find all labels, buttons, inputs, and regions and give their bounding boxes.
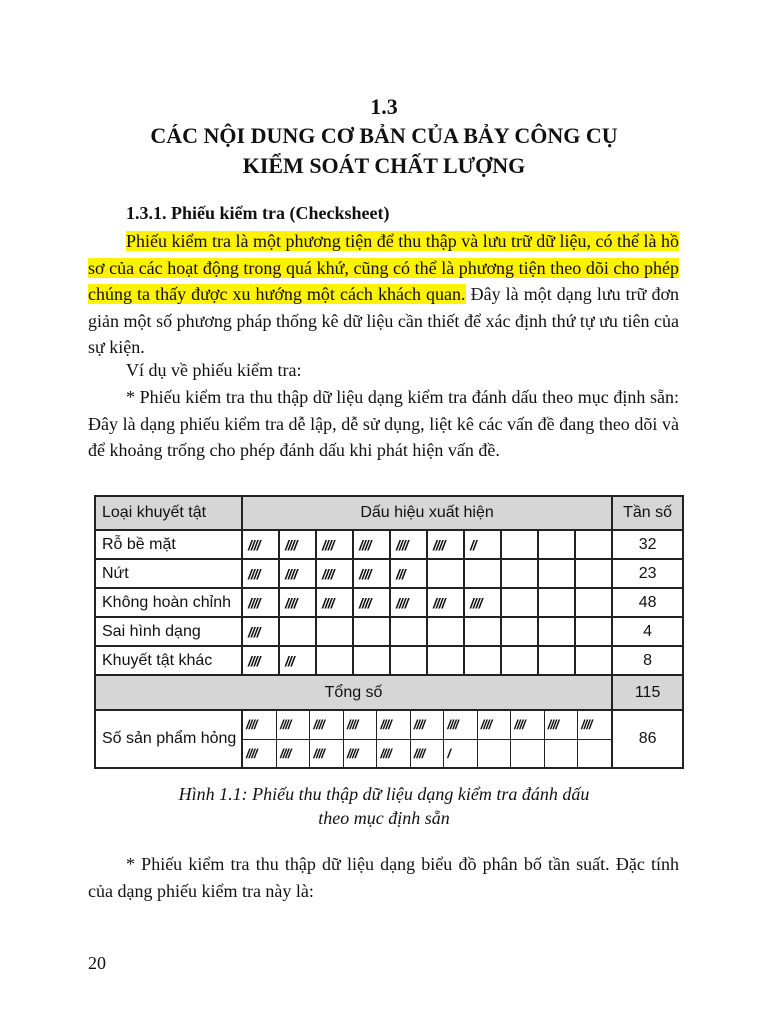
tally-cell: ////: [353, 588, 390, 617]
tally-cell: [511, 739, 544, 767]
tally-grid-row: [243, 739, 611, 767]
tally-cell: [538, 617, 575, 646]
tally-cell: [501, 646, 538, 675]
defective-row: [95, 710, 683, 768]
caption-line-2: theo mục định sẵn: [318, 808, 450, 828]
tally-cell: [575, 588, 612, 617]
defect-label: Không hoàn chỉnh: [95, 588, 242, 617]
table-row: [95, 588, 683, 617]
tally-cell: ////: [353, 530, 390, 559]
tally-cell: ////: [464, 588, 501, 617]
tally-cell: ////: [276, 711, 309, 739]
table-row: [95, 617, 683, 646]
tally-cell: ////: [377, 739, 410, 767]
tally-cell: ////: [427, 588, 464, 617]
tally-cell: [427, 559, 464, 588]
tally-cell: [427, 617, 464, 646]
tally-cell: ////: [242, 646, 279, 675]
tally-cell: [501, 617, 538, 646]
tally-cell: [427, 646, 464, 675]
tally-cell: [477, 739, 510, 767]
tally-cell: [501, 588, 538, 617]
defect-label: Sai hình dạng: [95, 617, 242, 646]
tally-cell: ////: [310, 739, 343, 767]
paragraph-definition: [88, 228, 679, 361]
tally-cell: ////: [316, 559, 353, 588]
tally-cell: ////: [243, 711, 276, 739]
table-header-row: [95, 496, 683, 530]
tally-cell: [538, 646, 575, 675]
tally-cell: [544, 739, 577, 767]
frequency-value: 4: [612, 617, 683, 646]
tally-cell: ////: [279, 588, 316, 617]
tally-cell: ////: [310, 711, 343, 739]
subsection-heading: 1.3.1. Phiếu kiểm tra (Checksheet): [126, 203, 390, 223]
tally-cell: ///: [279, 646, 316, 675]
tally-cell: ////: [243, 739, 276, 767]
tally-cell: [316, 617, 353, 646]
tally-cell: [578, 739, 612, 767]
section-number: 1.3: [370, 94, 398, 119]
tally-cell: ////: [343, 711, 376, 739]
tally-cell: ////: [511, 711, 544, 739]
header-defect-type: Loại khuyết tật: [95, 496, 242, 530]
defect-label: Khuyết tật khác: [95, 646, 242, 675]
checksheet-table: [94, 495, 684, 769]
tally-cell: [538, 559, 575, 588]
tally-cell: [501, 559, 538, 588]
table-row: [95, 530, 683, 559]
figure-caption: [0, 782, 768, 830]
tally-cell: ////: [316, 588, 353, 617]
tally-cell: ////: [353, 559, 390, 588]
tally-cell: ////: [242, 559, 279, 588]
tally-cell: [575, 530, 612, 559]
tally-cell: [390, 646, 427, 675]
tally-cell: ////: [279, 530, 316, 559]
tally-cell: [464, 559, 501, 588]
frequency-value: 8: [612, 646, 683, 675]
page-number: 20: [88, 953, 106, 973]
tally-cell: ////: [377, 711, 410, 739]
tally-cell: ////: [242, 617, 279, 646]
frequency-value: 32: [612, 530, 683, 559]
frequency-value: 48: [612, 588, 683, 617]
caption-line-1: Hình 1.1: Phiếu thu thập dữ liệu dạng kiểm tra đánh dấu: [178, 784, 590, 804]
tally-cell: [464, 617, 501, 646]
paragraph-example-intro: Ví dụ về phiếu kiểm tra:: [126, 360, 302, 380]
tally-grid-row: [243, 711, 611, 739]
tally-cell: ////: [477, 711, 510, 739]
tally-cell: ////: [390, 530, 427, 559]
total-label: Tổng số: [95, 675, 612, 710]
tally-cell: ////: [444, 711, 477, 739]
paragraph-text: Đây là một dạng lưu trữ đơn giản một số phương pháp thống kê dữ liệu cần thiết để xác định thứ tự ưu tiên của sự kiện.: [88, 284, 680, 357]
tally-cell: ////: [544, 711, 577, 739]
tally-cell: [538, 530, 575, 559]
table-row: [95, 646, 683, 675]
tally-cell: /: [444, 739, 477, 767]
tally-cell: ////: [578, 711, 612, 739]
tally-cell: [464, 646, 501, 675]
highlighted-text: Phiếu kiểm tra là một phương tiện để thu thập và lưu trữ dữ liệu, có thể là hồ sơ của các hoạt động trong quá khứ, cũng có thể là phương tiện theo dõi cho phép chúng ta thấy được xu hướng một cách khách quan.: [88, 231, 679, 304]
section-title-line-1: CÁC NỘI DUNG CƠ BẢN CỦA BẢY CÔNG CỤ: [150, 123, 618, 148]
frequency-value: 23: [612, 559, 683, 588]
defect-label: Rỗ bề mặt: [95, 530, 242, 559]
tally-cell: ////: [242, 588, 279, 617]
tally-cell: [353, 646, 390, 675]
tally-cell: ////: [316, 530, 353, 559]
tally-cell: ////: [427, 530, 464, 559]
tally-cell: ////: [242, 530, 279, 559]
tally-cell: ///: [390, 559, 427, 588]
defect-label: Nứt: [95, 559, 242, 588]
tally-cell: [316, 646, 353, 675]
total-value: 115: [612, 675, 683, 710]
defective-value: 86: [612, 710, 683, 768]
paragraph-example-1: * Phiếu kiểm tra thu thập dữ liệu dạng kiểm tra đánh dấu theo mục định sẵn: Đây là dạng phiếu kiểm tra dễ lập, dễ sử dụng, liệt kê các vấn đề đang theo dõi và để khoảng trống cho phép đánh dấu khi phát hiện vấn đề.: [88, 387, 679, 460]
tally-cell: [575, 646, 612, 675]
section-title-line-2: KIỂM SOÁT CHẤT LƯỢNG: [242, 153, 526, 178]
tally-cell: [501, 530, 538, 559]
tally-cell: ////: [279, 559, 316, 588]
table-row: [95, 559, 683, 588]
tally-cell: [538, 588, 575, 617]
tally-cell: ////: [276, 739, 309, 767]
tally-cell: [575, 617, 612, 646]
tally-cell: ////: [410, 739, 443, 767]
tally-cell: [390, 617, 427, 646]
defective-tally-area: [242, 710, 612, 768]
tally-cell: ////: [390, 588, 427, 617]
tally-cell: //: [464, 530, 501, 559]
paragraph-example-2: * Phiếu kiểm tra thu thập dữ liệu dạng biểu đồ phân bố tần suất. Đặc tính của dạng phiếu kiểm tra này là:: [88, 854, 679, 901]
header-marks: Dấu hiệu xuất hiện: [242, 496, 612, 530]
tally-cell: [279, 617, 316, 646]
defective-tally-grid: [243, 711, 611, 767]
header-frequency: Tần số: [612, 496, 683, 530]
total-row: [95, 675, 683, 710]
tally-cell: [353, 617, 390, 646]
defective-label: Số sản phẩm hỏng: [95, 710, 242, 768]
tally-cell: ////: [410, 711, 443, 739]
section-title: [110, 121, 658, 181]
tally-cell: ////: [343, 739, 376, 767]
tally-cell: [575, 559, 612, 588]
